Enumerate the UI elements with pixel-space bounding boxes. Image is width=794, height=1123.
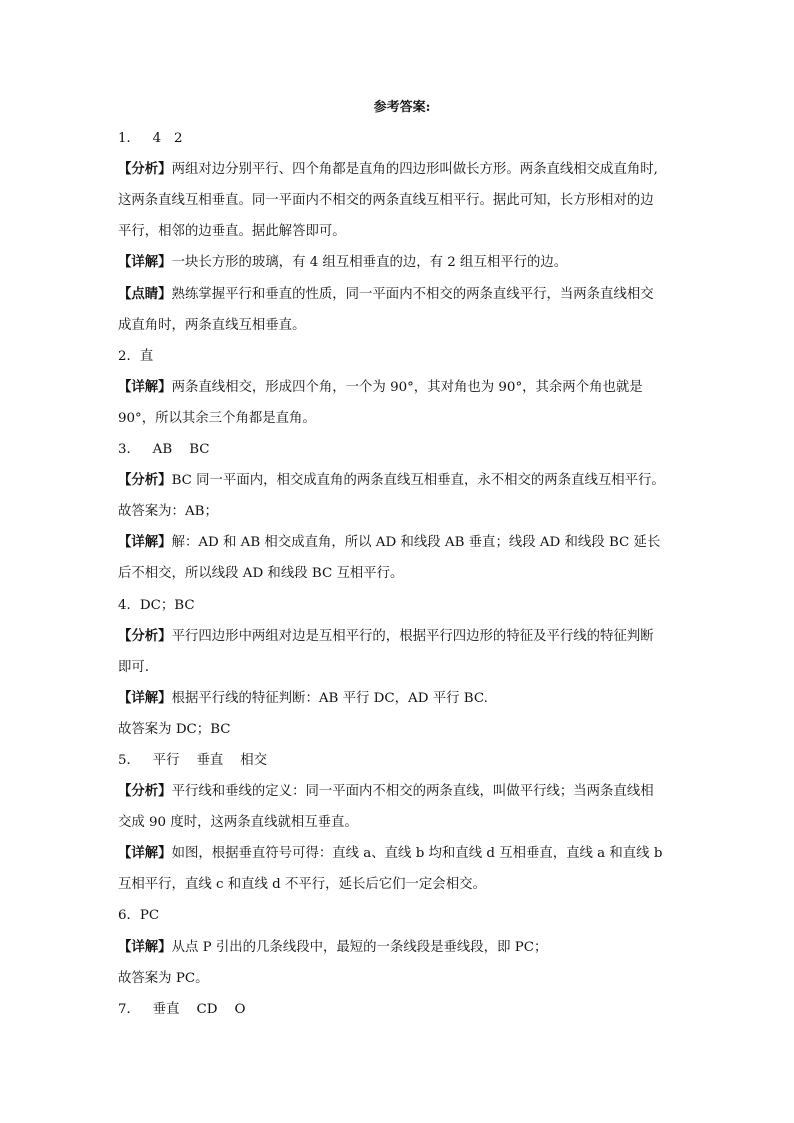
line-text: 根据平行线的特征判断：AB 平行 DC，AD 平行 BC.	[171, 690, 488, 706]
question-answer-line	[118, 434, 678, 465]
continuation-line	[118, 807, 678, 838]
section-tag: 【分析】	[118, 472, 172, 489]
line-text: 90°，所以其余三个角都是直角。	[118, 410, 316, 426]
section-tag: 【分析】	[118, 161, 172, 178]
line-text: 3． AB BC	[118, 442, 210, 458]
answer-lines	[118, 123, 678, 1025]
continuation-line	[118, 403, 678, 434]
line-text: 如图，根据垂直符号可得：直线 a、直线 b 均和直线 d 互相垂直，直线 a 和直线 b	[171, 846, 663, 862]
continuation-line	[118, 558, 678, 589]
line-text: 后不相交，所以线段 AD 和线段 BC 互相平行。	[118, 566, 404, 582]
question-answer-line	[118, 994, 678, 1025]
continuation-line	[118, 185, 678, 216]
question-answer-line	[118, 900, 678, 931]
section-tag: 【详解】	[118, 254, 172, 271]
line-text: 解：AD 和 AB 相交成直角，所以 AD 和线段 AB 垂直；线段 AD 和线段 BC 延长	[171, 535, 661, 551]
section-tag: 【分析】	[118, 627, 172, 644]
explanation-line	[118, 838, 678, 869]
line-text: 两条直线相交，形成四个角，一个为 90°，其对角也为 90°，其余两个角也就是	[171, 379, 643, 395]
line-text: 交成 90 度时，这两条直线就相互垂直。	[118, 815, 358, 831]
line-text: 6．PC	[118, 908, 160, 924]
line-text: 两组对边分别平行、四个角都是直角的四边形叫做长方形。两条直线相交成直角时,	[171, 162, 658, 178]
explanation-line	[118, 279, 678, 310]
continuation-line	[118, 963, 678, 994]
explanation-line	[118, 621, 678, 652]
line-text: 故答案为 PC。	[118, 970, 209, 986]
section-tag: 【点睛】	[118, 285, 172, 302]
continuation-line	[118, 714, 678, 745]
explanation-line	[118, 154, 678, 185]
question-answer-line	[118, 341, 678, 372]
continuation-line	[118, 496, 678, 527]
section-tag: 【详解】	[118, 845, 172, 862]
answer-document	[118, 92, 678, 1025]
line-text: 熟练掌握平行和垂直的性质，同一平面内不相交的两条直线平行，当两条直线相交	[171, 286, 654, 302]
line-text: 5． 平行 垂直 相交	[118, 752, 268, 768]
section-tag: 【分析】	[118, 783, 172, 800]
explanation-line	[118, 932, 678, 963]
continuation-line	[118, 216, 678, 247]
line-text: 一块长方形的玻璃，有 4 组互相垂直的边，有 2 组互相平行的边。	[171, 255, 568, 271]
line-text: BC 同一平面内，相交成直角的两条直线互相垂直，永不相交的两条直线互相平行。	[171, 473, 665, 489]
line-text: 平行，相邻的边垂直。据此解答即可。	[118, 224, 346, 240]
question-answer-line	[118, 590, 678, 621]
line-text: 故答案为：AB；	[118, 504, 218, 520]
line-text: 从点 P 引出的几条线段中，最短的一条线段是垂线段，即 PC；	[171, 939, 548, 955]
explanation-line	[118, 247, 678, 278]
line-text: 这两条直线互相垂直。同一平面内不相交的两条直线互相平行。据此可知，长方形相对的边	[118, 193, 654, 209]
section-tag: 【详解】	[118, 534, 172, 551]
explanation-line	[118, 372, 678, 403]
line-text: 7． 垂直 CD O	[118, 1001, 246, 1017]
line-text: 成直角时，两条直线互相垂直。	[118, 317, 306, 333]
explanation-line	[118, 465, 678, 496]
explanation-line	[118, 527, 678, 558]
explanation-line	[118, 776, 678, 807]
line-text: 故答案为 DC；BC	[118, 721, 231, 737]
section-tag: 【详解】	[118, 689, 172, 706]
continuation-line	[118, 869, 678, 900]
question-answer-line	[118, 745, 678, 776]
section-tag: 【详解】	[118, 378, 172, 395]
line-text: 即可.	[118, 659, 150, 675]
continuation-line	[118, 652, 678, 683]
line-text: 2．直	[118, 348, 154, 364]
line-text: 互相平行，直线 c 和直线 d 不平行，延长后它们一定会相交。	[118, 877, 486, 893]
explanation-line	[118, 683, 678, 714]
line-text: 1． 4 2	[118, 131, 183, 147]
continuation-line	[118, 310, 678, 341]
line-text: 平行线和垂线的定义：同一平面内不相交的两条直线，叫做平行线；当两条直线相	[171, 784, 654, 800]
line-text: 平行四边形中两组对边是互相平行的，根据平行四边形的特征及平行线的特征判断	[171, 628, 654, 644]
question-answer-line	[118, 123, 678, 154]
page-title: 参考答案:	[373, 100, 431, 115]
line-text: 4．DC；BC	[118, 597, 195, 613]
section-tag: 【详解】	[118, 938, 172, 955]
